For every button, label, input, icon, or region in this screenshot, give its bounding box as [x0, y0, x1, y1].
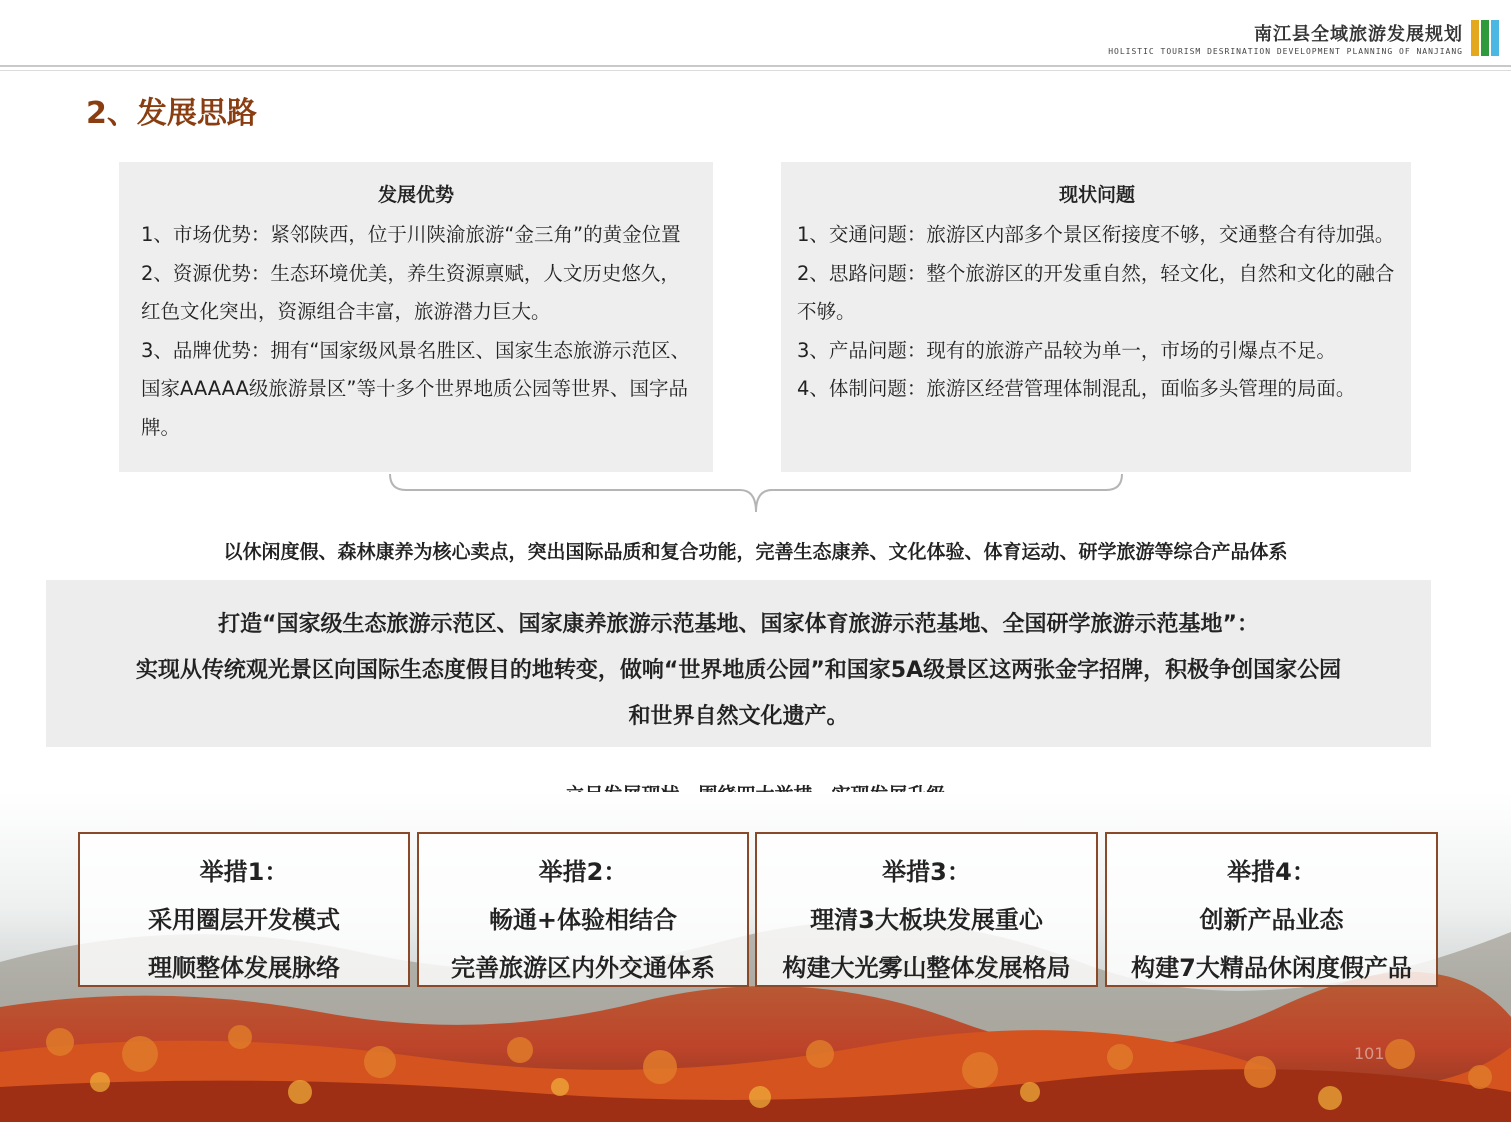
problem-item: 2、思路问题：整个旅游区的开发重自然，轻文化，自然和文化的融合不够。 — [797, 261, 1395, 323]
measure-line: 构建大光雾山整体发展格局 — [782, 954, 1071, 982]
measure-card-1 — [78, 832, 410, 987]
header-subtitle: HOLISTIC TOURISM DESRINATION DEVELOPMENT PLANNING OF NANJIANG — [1108, 47, 1463, 56]
measure-card-3 — [755, 832, 1098, 987]
measure-title: 举措3： — [882, 858, 971, 886]
advantage-item: 1、市场优势：紧邻陕西，位于川陕渝旅游“金三角”的黄金位置 — [141, 223, 681, 246]
measure-card-4 — [1105, 832, 1438, 987]
measure-line: 完善旅游区内外交通体系 — [451, 954, 715, 982]
logo-bars-icon — [1471, 20, 1501, 56]
advantages-panel — [119, 162, 713, 472]
core-statement: 以休闲度假、森林康养为核心卖点，突出国际品质和复合功能，完善生态康养、文化体验、体育运动、研学旅游等综合产品体系 — [223, 541, 1288, 563]
measure-title: 举措2： — [538, 858, 628, 886]
problems-panel — [781, 162, 1411, 472]
problem-item: 3、产品问题：现有的旅游产品较为单一，市场的引爆点不足。 — [797, 338, 1336, 362]
advantages-heading: 发展优势 — [377, 184, 454, 206]
page-title: 2、发展思路 — [86, 96, 257, 131]
goal-line-3: 和世界自然文化遗产。 — [628, 704, 849, 729]
problems-heading: 现状问题 — [1058, 184, 1135, 206]
header-divider-thin — [0, 70, 1511, 71]
measure-line: 理顺整体发展脉络 — [148, 954, 340, 982]
measure-line: 采用圈层开发模式 — [148, 906, 340, 934]
advantage-item: 3、品牌优势：拥有“国家级风景名胜区、国家生态旅游示范区、国家AAAAA级旅游景区”等十多个世界地质公园等世界、国字品牌。 — [141, 338, 691, 439]
measure-card-2 — [417, 832, 749, 987]
problem-item: 1、交通问题：旅游区内部多个景区衔接度不够，交通整合有待加强。 — [797, 223, 1395, 246]
logo-bar-green — [1481, 20, 1489, 56]
problem-item: 4、体制问题：旅游区经营管理体制混乱，面临多头管理的局面。 — [797, 377, 1356, 400]
measure-line: 构建7大精品休闲度假产品 — [1131, 954, 1412, 982]
measure-line: 创新产品业态 — [1199, 906, 1344, 934]
measure-line: 理清3大板块发展重心 — [810, 906, 1043, 934]
measure-line: 畅通+体验相结合 — [488, 906, 678, 934]
page-number: 101 — [1354, 1044, 1385, 1063]
header-title: 南江县全域旅游发展规划 — [1254, 24, 1463, 45]
advantage-item: 2、资源优势：生态环境优美，养生资源禀赋，人文历史悠久，红色文化突出，资源组合丰富，旅游潜力巨大。 — [141, 261, 680, 323]
measure-title: 举措1： — [199, 858, 289, 886]
measure-title: 举措4： — [1227, 858, 1316, 886]
logo-bar-blue — [1491, 20, 1499, 56]
goal-box — [46, 580, 1431, 747]
header-divider — [0, 65, 1511, 67]
goal-line-1: 打造“国家级生态旅游示范区、国家康养旅游示范基地、国家体育旅游示范基地、全国研学旅游示范基地”： — [218, 612, 1259, 637]
logo-bar-yellow — [1471, 20, 1479, 56]
brace-connector — [388, 472, 1124, 514]
goal-line-2: 实现从传统观光景区向国际生态度假目的地转变，做响“世界地质公园”和国家5A级景区这两张金字招牌，积极争创国家公园 — [135, 658, 1342, 683]
